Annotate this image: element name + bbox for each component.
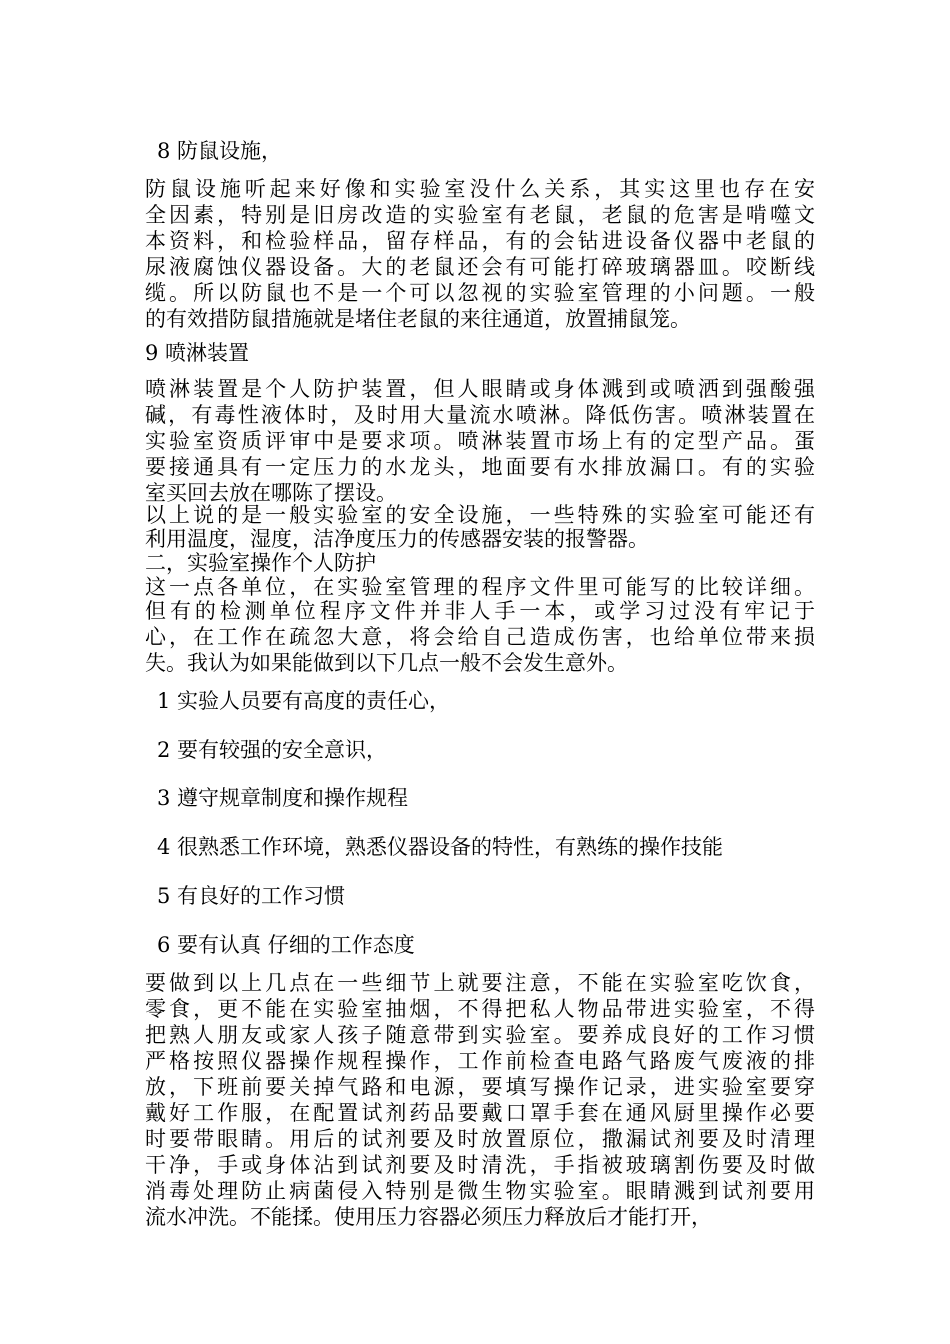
closing-line: 放，下班前要关掉气路和电源，要填写操作记录，进实验室要穿 (145, 1075, 815, 1099)
list-item: 3 遵守规章制度和操作规程 (157, 786, 409, 810)
closing-line: 时要带眼睛。用后的试剂要及时放置原位，撒漏试剂要及时清理 (145, 1127, 815, 1151)
list-item: 1 实验人员要有高度的责任心， (157, 689, 451, 713)
section-9-line: 碱，有毒性液体时，及时用大量流水喷淋。降低伤害。喷淋装置在 (145, 403, 815, 427)
section-8-heading: 8 防鼠设施， (157, 139, 283, 163)
closing-line: 干净，手或身体沾到试剂要及时清洗，手指被玻璃割伤要及时做 (145, 1153, 815, 1177)
section-8-line: 缆。所以防鼠也不是一个可以忽视的实验室管理的小问题。一般 (145, 281, 815, 305)
closing-line: 严格按照仪器操作规程操作，工作前检查电路气路废气废液的排 (145, 1049, 815, 1073)
section-9-line: 实验室资质评审中是要求项。喷淋装置市场上有的定型产品。蛋 (145, 429, 815, 453)
section-9-line: 喷淋装置是个人防护装置，但人眼睛或身体溅到或喷洒到强酸强 (145, 377, 815, 401)
list-item: 4 很熟悉工作环境，熟悉仪器设备的特性，有熟练的操作技能 (157, 835, 724, 859)
part-2-line: 心，在工作在疏忽大意，将会给自己造成伤害，也给单位带来损 (145, 625, 815, 649)
part-2-line: 失。我认为如果能做到以下几点一般不会发生意外。 (145, 651, 628, 675)
closing-line: 零食，更不能在实验室抽烟，不得把私人物品带进实验室，不得 (145, 997, 815, 1021)
part-2-heading: 二，实验室操作个人防护 (145, 551, 376, 575)
part-2-line: 但有的检测单位程序文件并非人手一本，或学习过没有牢记于 (145, 599, 815, 623)
section-9-line: 要接通具有一定压力的水龙头，地面要有水排放漏口。有的实验 (145, 455, 815, 479)
section-8-line: 本资料，和检验样品，留存样品，有的会钻进设备仪器中老鼠的 (145, 229, 815, 253)
section-9-line: 以上说的是一般实验室的安全设施，一些特殊的实验室可能还有 (145, 503, 815, 527)
section-9-line: 室买回去放在哪陈了摆设。 (145, 481, 397, 505)
list-item: 5 有良好的工作习惯 (157, 884, 346, 908)
closing-line: 要做到以上几点在一些细节上就要注意，不能在实验室吃饮食， (145, 971, 815, 995)
closing-line: 消毒处理防止病菌侵入特别是微生物实验室。眼睛溅到试剂要用 (145, 1179, 815, 1203)
section-9-heading: 9 喷淋装置 (145, 341, 250, 365)
closing-line: 流水冲洗。不能揉。使用压力容器必须压力释放后才能打开， (145, 1205, 712, 1229)
part-2-line: 这一点各单位，在实验室管理的程序文件里可能写的比较详细。 (145, 575, 815, 599)
section-8-line: 尿液腐蚀仪器设备。大的老鼠还会有可能打碎玻璃器皿。咬断线 (145, 255, 815, 279)
closing-line: 戴好工作服，在配置试剂药品要戴口罩手套在通风厨里操作必要 (145, 1101, 815, 1125)
list-item: 2 要有较强的安全意识， (157, 738, 388, 762)
section-9-line: 利用温度，湿度，洁净度压力的传感器安装的报警器。 (145, 527, 649, 551)
section-8-line: 防鼠设施听起来好像和实验室没什么关系，其实这里也存在安 (145, 177, 815, 201)
list-item: 6 要有认真 仔细的工作态度 (157, 933, 415, 957)
section-8-line: 的有效措防鼠措施就是堵住老鼠的来往通道，放置捕鼠笼。 (145, 307, 691, 331)
closing-line: 把熟人朋友或家人孩子随意带到实验室。要养成良好的工作习惯 (145, 1023, 815, 1047)
section-8-line: 全因素，特别是旧房改造的实验室有老鼠，老鼠的危害是啃噬文 (145, 203, 815, 227)
